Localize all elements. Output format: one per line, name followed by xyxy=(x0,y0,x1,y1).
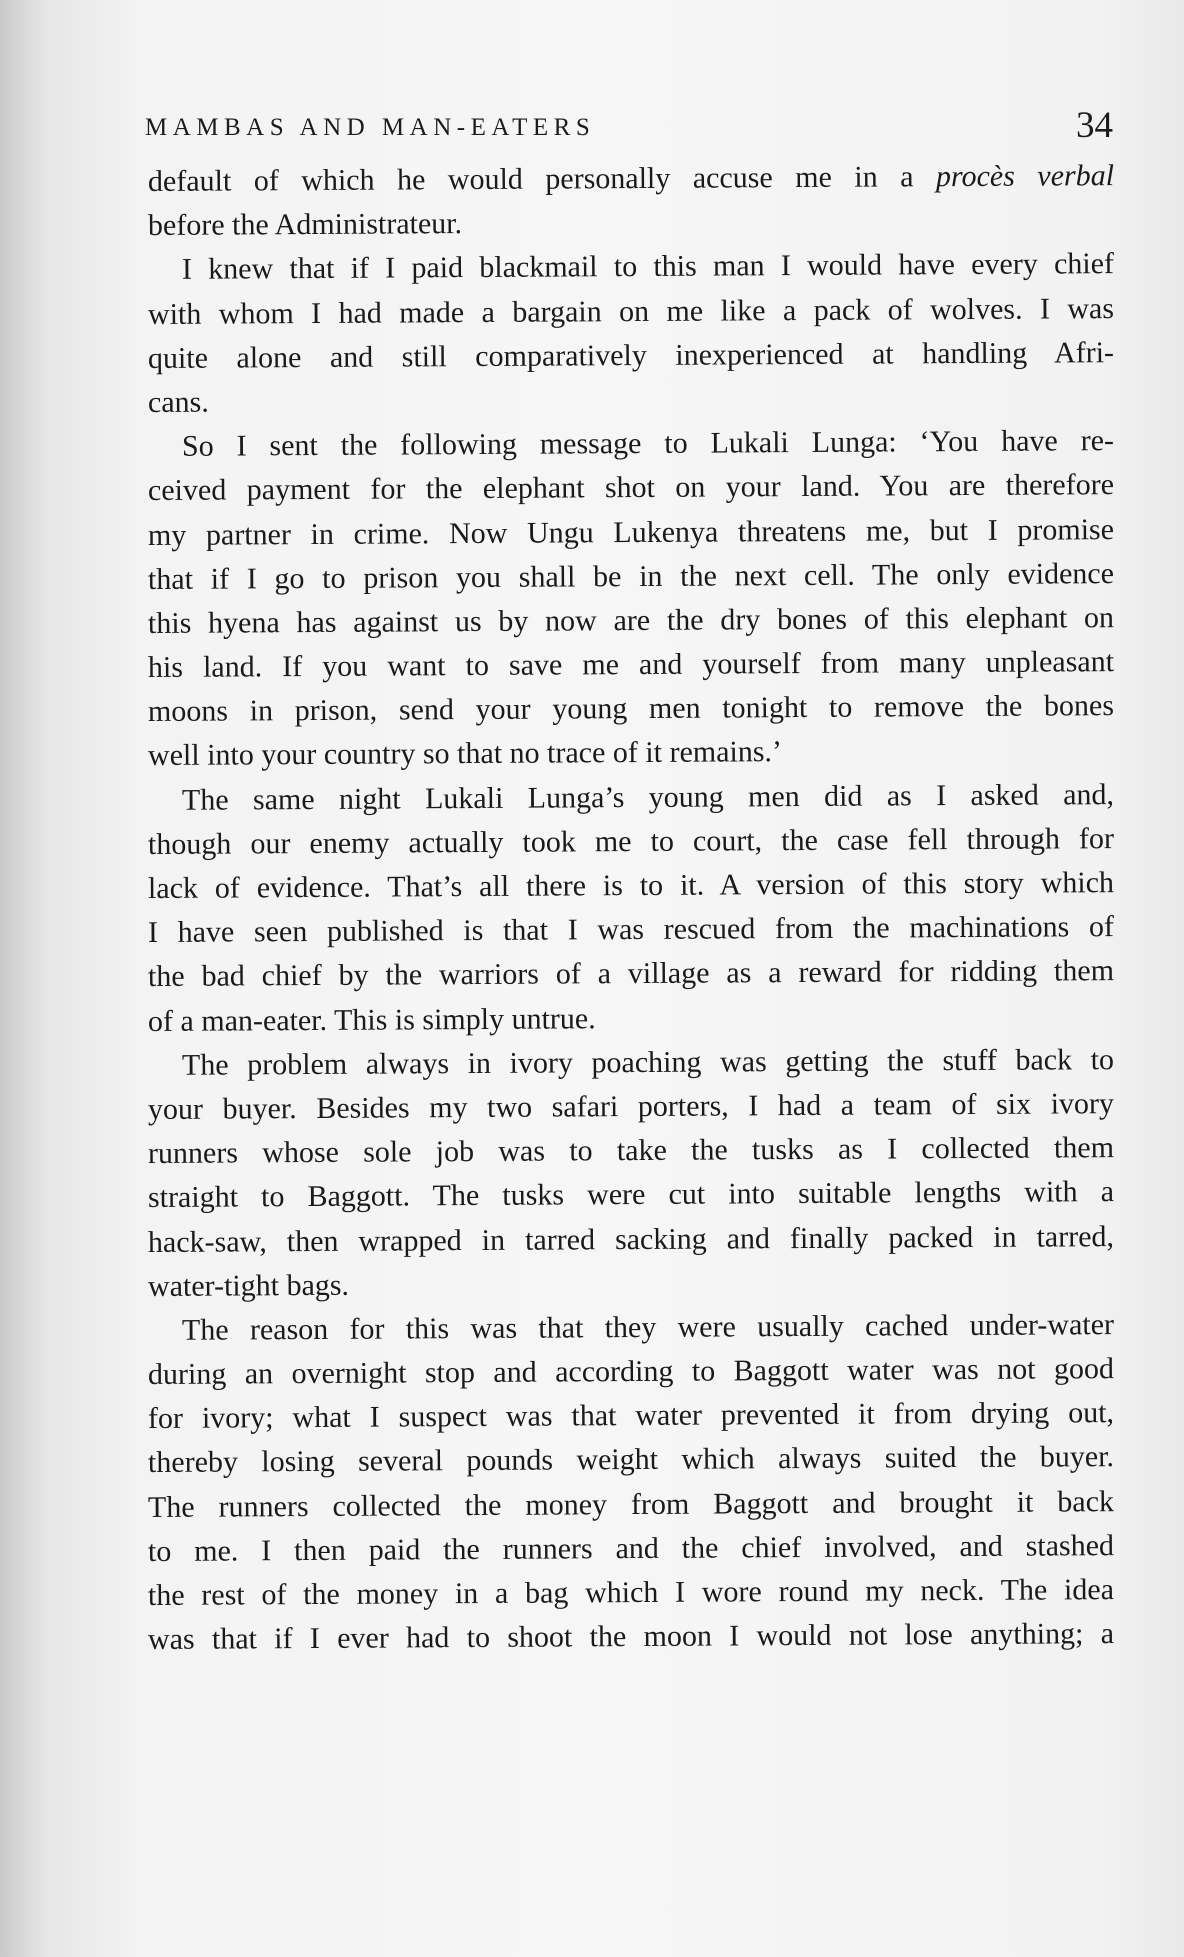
text-line: The runners collected the money from Baggott and brought it back xyxy=(147,1484,1115,1524)
text-line: The same night Lukali Lunga’s young men did as I asked and, xyxy=(181,777,1115,817)
text-line: The reason for this was that they were usually cached under-water xyxy=(181,1307,1115,1347)
text-line: quite alone and still comparatively inexperienced at handling Afri- xyxy=(147,335,1115,375)
body-text xyxy=(148,160,1114,1662)
text-line: lack of evidence. That’s all there is to it. A version of this story which xyxy=(147,866,1115,905)
text-line: his land. If you want to save me and yourself from many unpleasant xyxy=(147,645,1115,685)
text-line: hack-saw, then wrapped in tarred sacking and finally packed in tarred, xyxy=(147,1219,1115,1259)
text-line: the rest of the money in a bag which I wore round my neck. The idea xyxy=(147,1573,1115,1612)
page-number: 34 xyxy=(1076,105,1113,146)
text-line: with whom I had made a bargain on me like a pack of wolves. I was xyxy=(147,291,1115,331)
text-line: this hyena has against us by now are the dry bones of this elephant on xyxy=(147,600,1115,640)
text-line: The problem always in ivory poaching was getting the stuff back to xyxy=(181,1042,1115,1082)
text-line: before the Administrateur. xyxy=(147,207,463,243)
text-line: ceived payment for the elephant shot on your land. You are therefore xyxy=(147,468,1115,508)
text-line: for ivory; what I suspect was that water prevented it from drying out, xyxy=(147,1396,1115,1436)
page-header xyxy=(145,104,1113,154)
text-line: my partner in crime. Now Ungu Lukenya threatens me, but I promise xyxy=(147,512,1115,552)
text-line: to me. I then paid the runners and the chief involved, and stashed xyxy=(147,1528,1115,1568)
running-head: MAMBAS AND MAN-EATERS xyxy=(145,114,596,141)
italic-phrase: procès verbal xyxy=(935,159,1115,194)
text-line: So I sent the following message to Lukali Lunga: ‘You have re- xyxy=(181,424,1115,463)
text-line: of a man-eater. This is simply untrue. xyxy=(147,1001,596,1038)
text-line: that if I go to prison you shall be in the next cell. The only evidence xyxy=(147,556,1115,596)
text-line: though our enemy actually took me to court, the case fell through for xyxy=(147,821,1115,861)
text-line: runners whose sole job was to take the tusks as I collected them xyxy=(147,1131,1115,1171)
text-line: moons in prison, send your young men tonight to remove the bones xyxy=(147,689,1115,729)
text-line: during an overnight stop and according to Baggott water was not good xyxy=(147,1352,1115,1392)
text-line: your buyer. Besides my two safari porters, I had a team of six ivory xyxy=(147,1087,1115,1126)
text-line: thereby losing several pounds weight which always suited the buyer. xyxy=(147,1440,1115,1480)
text-line: well into your country so that no trace of it remains.’ xyxy=(147,735,783,773)
text-line: cans. xyxy=(147,385,209,419)
text-line: I have seen published is that I was rescued from the machinations of xyxy=(147,910,1115,950)
text-line: straight to Baggott. The tusks were cut into suitable lengths with a xyxy=(147,1175,1115,1215)
text-line: water-tight bags. xyxy=(147,1268,350,1303)
text-line: the bad chief by the warriors of a village as a reward for ridding them xyxy=(147,954,1115,994)
text-line: default of which he would personally accuse me in a procès verbal xyxy=(147,159,1115,198)
text-line: I knew that if I paid blackmail to this man I would have every chief xyxy=(181,247,1115,287)
text-line: was that if I ever had to shoot the moon I would not lose anything; a xyxy=(147,1617,1115,1657)
